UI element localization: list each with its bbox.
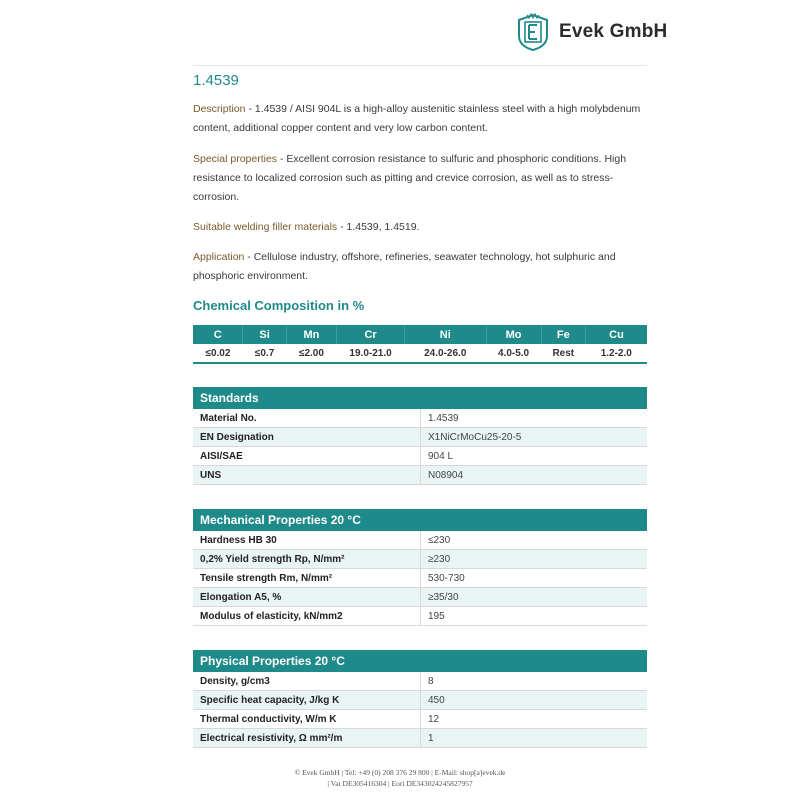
property-label: Hardness HB 30 (193, 531, 421, 550)
property-label: Density, g/cm3 (193, 672, 421, 691)
property-label: Modulus of elasticity, kN/mm2 (193, 607, 421, 626)
property-value: 904 L (421, 447, 648, 466)
table-row (193, 729, 647, 748)
physical-header-row (193, 650, 647, 672)
chem-header-cell: C (193, 325, 243, 344)
table-row (193, 409, 647, 428)
special-properties-paragraph (193, 150, 643, 207)
property-value: 195 (421, 607, 648, 626)
chem-value-cell: Rest (541, 344, 585, 363)
chem-header-cell: Mo (486, 325, 541, 344)
chem-value-cell: 1.2-2.0 (586, 344, 647, 363)
footer-contact: © Evek GmbH | Tel: +49 (0) 208 376 29 800 | E-Mail: shop[a]evek.de (294, 768, 506, 777)
property-label: EN Designation (193, 428, 421, 447)
chem-header-cell: Mn (286, 325, 336, 344)
chemical-composition-table (193, 325, 647, 364)
table-row (193, 447, 647, 466)
property-value: 530-730 (421, 569, 648, 588)
property-value: 1 (421, 729, 648, 748)
property-value: N08904 (421, 466, 648, 485)
chem-header-cell: Ni (405, 325, 487, 344)
table-row (193, 588, 647, 607)
header-divider (193, 65, 647, 66)
table-row (193, 428, 647, 447)
chem-value-cell: 24.0-26.0 (405, 344, 487, 363)
standards-table (193, 387, 647, 485)
chem-header-cell: Cr (337, 325, 405, 344)
table-row (193, 550, 647, 569)
application-paragraph (193, 248, 643, 286)
property-value: 8 (421, 672, 648, 691)
chemical-composition-heading: Chemical Composition in % (193, 298, 365, 313)
table-row (193, 569, 647, 588)
logo (515, 12, 667, 52)
table-row (193, 531, 647, 550)
chemical-value-row (193, 344, 647, 363)
mechanical-heading: Mechanical Properties 20 °C (193, 509, 647, 531)
property-value: 450 (421, 691, 648, 710)
table-row (193, 691, 647, 710)
shield-e-icon (515, 12, 551, 52)
table-row (193, 607, 647, 626)
application-label: Application (193, 251, 245, 263)
application-text: - Cellulose industry, offshore, refineries, seawater technology, hot sulphuric and phosphoric environment. (193, 251, 616, 282)
property-value: ≥230 (421, 550, 648, 569)
chem-value-cell: 4.0-5.0 (486, 344, 541, 363)
physical-properties-table (193, 650, 647, 748)
special-properties-label: Special properties (193, 153, 278, 165)
chem-value-cell: ≤0.02 (193, 344, 243, 363)
special-properties-text: - Excellent corrosion resistance to sulfuric and phosphoric conditions. High resistance to localized corrosion such as pitting and crevice corrosion, as well as to stress-corrosion. (193, 153, 627, 203)
property-value: 1.4539 (421, 409, 648, 428)
property-label: AISI/SAE (193, 447, 421, 466)
standards-heading: Standards (193, 387, 647, 409)
standards-header-row (193, 387, 647, 409)
chem-value-cell: 19.0-21.0 (337, 344, 405, 363)
property-label: Material No. (193, 409, 421, 428)
table-row (193, 710, 647, 729)
page-title: 1.4539 (193, 72, 239, 89)
property-value: ≤230 (421, 531, 648, 550)
table-row (193, 466, 647, 485)
property-label: Thermal conductivity, W/m K (193, 710, 421, 729)
property-label: 0,2% Yield strength Rp, N/mm² (193, 550, 421, 569)
chemical-header-row (193, 325, 647, 344)
mechanical-header-row (193, 509, 647, 531)
chem-value-cell: ≤2.00 (286, 344, 336, 363)
property-label: Electrical resistivity, Ω mm²/m (193, 729, 421, 748)
property-value: ≥35/30 (421, 588, 648, 607)
description-label: Description (193, 103, 246, 115)
mechanical-properties-table (193, 509, 647, 626)
chem-value-cell: ≤0.7 (243, 344, 286, 363)
table-row (193, 672, 647, 691)
welding-text: - 1.4539, 1.4519. (337, 221, 420, 233)
chem-header-cell: Fe (541, 325, 585, 344)
company-name: Evek GmbH (559, 21, 668, 42)
physical-heading: Physical Properties 20 °C (193, 650, 647, 672)
description-text: - 1.4539 / AISI 904L is a high-alloy austenitic stainless steel with a high molybdenum content, additional copper content and very low carbon content. (193, 103, 641, 134)
footer-tax-ids: | Vat DE305416304 | Eori DE343024245827957 (327, 779, 473, 788)
property-value: X1NiCrMoCu25-20-5 (421, 428, 648, 447)
property-label: Elongation A5, % (193, 588, 421, 607)
description-paragraph (193, 100, 643, 138)
chem-header-cell: Si (243, 325, 286, 344)
chem-header-cell: Cu (586, 325, 647, 344)
property-label: Tensile strength Rm, N/mm² (193, 569, 421, 588)
property-value: 12 (421, 710, 648, 729)
property-label: Specific heat capacity, J/kg K (193, 691, 421, 710)
property-label: UNS (193, 466, 421, 485)
welding-label: Suitable welding filler materials (193, 221, 338, 233)
welding-paragraph (193, 218, 643, 237)
